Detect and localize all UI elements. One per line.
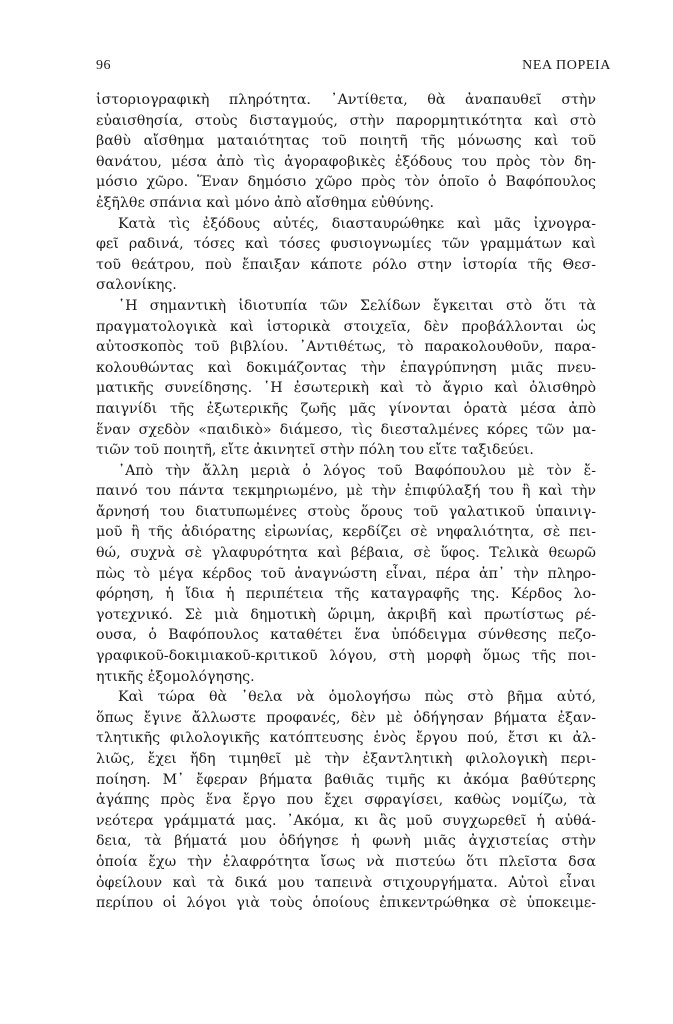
text-line: αὐτοσκοπὸς τοῦ βιβλίου. ᾿Αντιθέτως, τὸ παρακολουθοῦν, παρα- [96,339,596,356]
text-line: μόσιο χῶρο. Ἕναν δημόσιο χῶρο πρὸς τὸν ὁποῖο ὁ Βαφόπουλος [96,174,596,191]
text-line: τλητικῆς φιλολογικῆς κατόπτευσης ἑνὸς ἔργου πού, ἔτσι κι ἀλ- [96,730,596,747]
text-line: μοῦ ἢ τῆς ἀδιόρατης εἰρωνίας, κερδίζει σὲ νηφαλιότητα, σὲ πει- [96,524,596,541]
text-line: φεῖ ραδινά, τόσες καὶ τόσες φυσιογνωμίες τῶν γραμμάτων καὶ [96,236,596,253]
text-line: λιῶς, ἔχει ἤδη τιμηθεῖ μὲ τὴν ἐξαντλητικὴ φιλολογικὴ περι- [96,751,596,767]
text-line: πραγματολογικὰ καὶ ἱστορικὰ στοιχεῖα, δὲν προβάλλονται ὡς [96,318,596,335]
page-header [96,58,611,74]
text-line: Κατὰ τὶς ἐξόδους αὐτές, διασταυρώθηκε καὶ μᾶς ἰχνογρα- [118,215,596,232]
text-line: σαλονίκης. [96,277,177,294]
text-line: παιγνίδι τῆς ἐξωτερικῆς ζωῆς μᾶς γίνονται ὁρατὰ μέσα ἀπὸ [96,400,596,417]
text-line: τοῦ θεάτρου, ποὺ ἔπαιξαν κάποτε ρόλο στην ἱστορία τῆς Θεσ- [96,256,596,273]
running-title: ΝΕΑ ΠΟΡΕΙΑ [522,58,611,73]
text-line: ὅπως ἔγινε ἄλλωστε προφανές, δὲν μὲ ὁδήγησαν βήματα ἐξαν- [96,709,596,726]
text-line: κολουθώντας καὶ δοκιμάζοντας τὴν ἐπαγρύπνηση μιᾶς πνευ- [96,359,596,376]
body-text [96,90,596,914]
text-line: θώ, συχνὰ σὲ γλαφυρότητα καὶ βέβαια, σὲ ὕφος. Τελικὰ θεωρῶ [96,545,596,562]
text-line: νεότερα γράμματά μας. ᾿Ακόμα, κι ἂς μοῦ συγχωρεθεῖ ἡ αὐθά- [96,812,596,829]
text-line: γοτεχνικό. Σὲ μιὰ δημοτικὴ ὥριμη, ἀκριβῆ καὶ πρωτίστως ρέ- [96,606,596,623]
text-line: ποίηση. Μ᾿ ἔφεραν βήματα βαθιᾶς τιμῆς κι ἀκόμα βαθύτερης [96,771,596,788]
text-line: θανάτου, μέσα ἀπὸ τὶς ἀγοραφοβικὲς ἐξόδους του πρὸς τὸν δη- [96,153,596,170]
text-line: φόρηση, ἡ ἴδια ἡ περιπέτεια τῆς καταγραφῆς της. Κέρδος λο- [96,586,596,603]
text-line: Καὶ τώρα θὰ ᾿θελα νὰ ὁμολογήσω πὼς στὸ βῆμα αὐτό, [118,689,596,706]
text-line: γραφικοῦ-δοκιμιακοῦ-κριτικοῦ λόγου, στὴ μορφὴ ὅμως τῆς ποι- [96,648,596,665]
text-line: πὼς τὸ μέγα κέρδος τοῦ ἀναγνώστη εἶναι, πέρα ἀπ᾿ τὴν πληρο- [96,565,596,582]
text-line: ητικῆς ἐξομολόγησης. [96,668,255,685]
text-line: ὁποία ἔχω τὴν ἐλαφρότητα ἴσως νὰ πιστεύω ὅτι πλεῖστα δσα [96,853,596,870]
text-line: ἀγάπης πρὸς ἕνα ἔργο που ἔχει σφραγίσει, καθὼς νομίζω, τὰ [96,792,596,809]
text-line: εὐαισθησία, στοὺς δισταγμούς, στὴν παρορμητικότητα καὶ στὸ [96,112,596,129]
text-line: βαθὺ αἴσθημα ματαιότητας τοῦ ποιητῆ τῆς μόνωσης καὶ τοῦ [96,133,596,150]
text-line: ματικῆς συνείδησης. ῾Η ἐσωτερικὴ καὶ τὸ ἄγριο καὶ ὀλισθηρὸ [96,380,596,397]
text-line: ουσα, ὁ Βαφόπουλος καταθέτει ἕνα ὑπόδειγμα σύνθεσης πεζο- [96,627,596,644]
text-line: ῾Η σημαντικὴ ἰδιοτυπία τῶν Σελίδων ἔγκειται στὸ ὅτι τὰ [118,297,596,314]
text-line: ὀφείλουν καὶ τὰ δικά μου ταπεινὰ στιχουργήματα. Αὐτοὶ εἶναι [96,874,596,891]
text-line: ἄρνησή του διατυπωμένες στοὺς ὅρους τοῦ γαλατικοῦ ὑπαινιγ- [96,503,596,520]
text-line: ᾿Απὸ τὴν ἄλλη μεριὰ ὁ λόγος τοῦ Βαφόπουλου μὲ τὸν ἔ- [118,462,596,479]
text-line: ἕναν σχεδὸν «παιδικὸ» διάμεσο, τὶς διεσταλμένες κόρες τῶν μα- [96,421,596,438]
text-line: δεια, τὰ βήματά μου ὁδήγησε ἡ φωνὴ μιᾶς ἀγχιστείας στὴν [96,833,596,850]
text-line: περίπου οἱ λόγοι γιὰ τοὺς ὁποίους ἐπικεντρώθηκα σὲ ὑποκειμε- [96,895,596,912]
page-number: 96 [96,58,111,73]
text-line: τιῶν τοῦ ποιητῆ, εἴτε ἀκινητεῖ στὴν πόλη του εἴτε ταξιδεύει. [96,442,534,459]
text-line: παινό του πάντα τεκμηριωμένο, μὲ τὴν ἐπιφύλαξή του ἢ καὶ τὴν [96,483,596,500]
text-line: ἐξῆλθε σπάνια καὶ μόνο ἀπὸ αἴσθημα εὐθύνης. [96,194,435,211]
text-line: ἱστοριογραφικὴ πληρότητα. ᾿Αντίθετα, θὰ ἀναπαυθεῖ στὴν [96,92,596,108]
